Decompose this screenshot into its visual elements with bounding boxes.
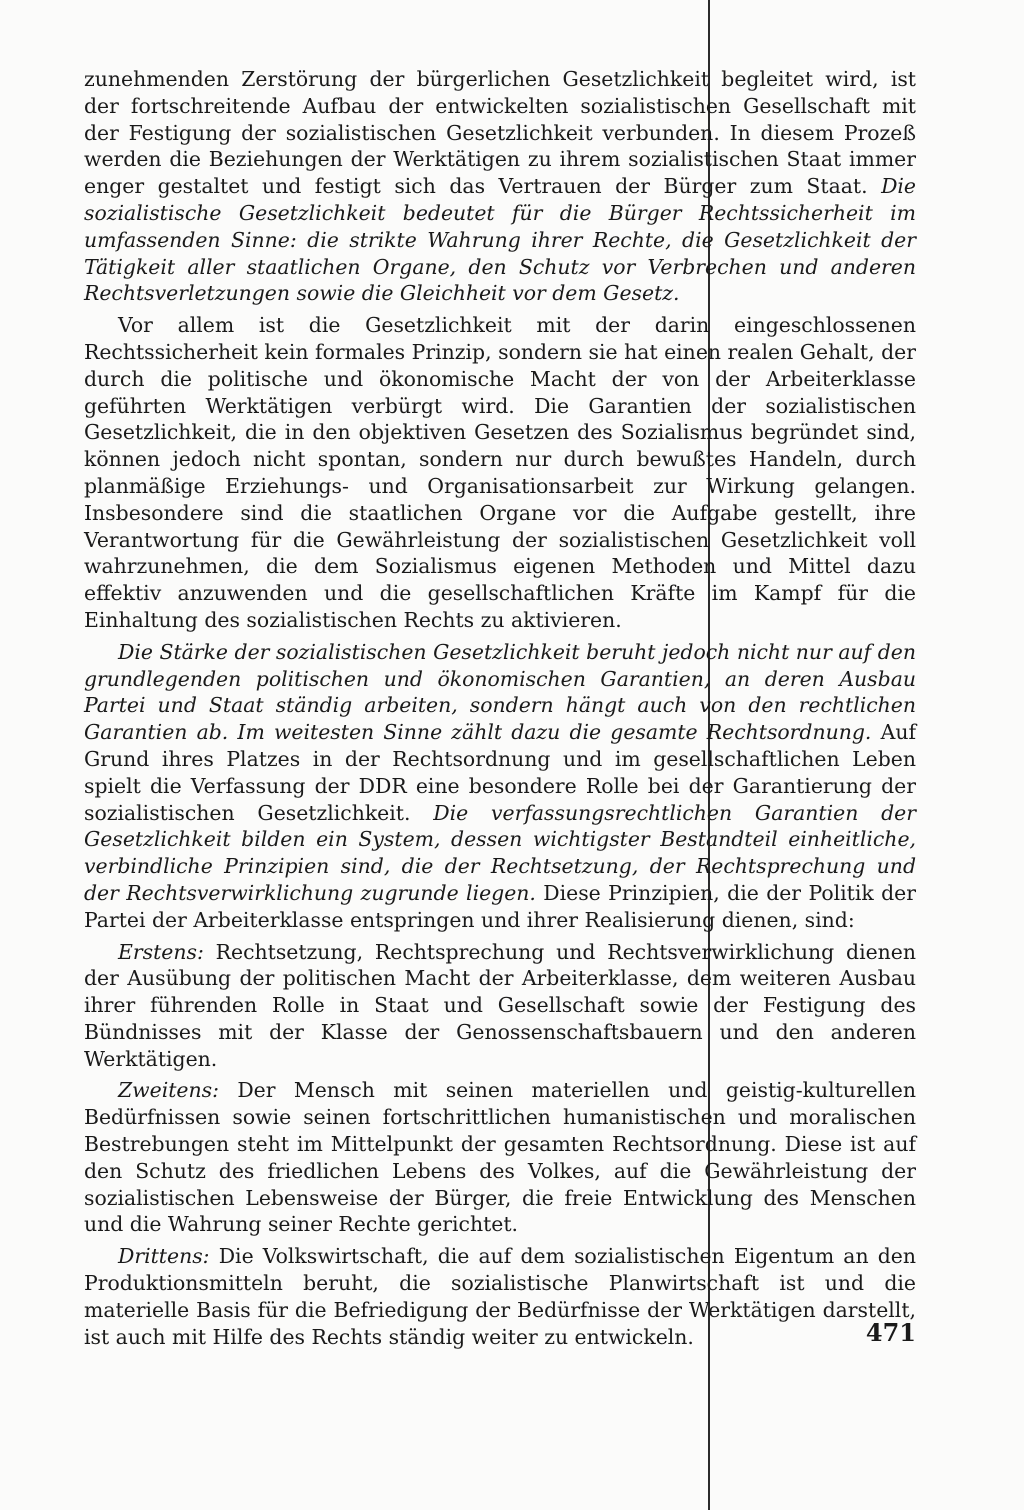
paragraph [84,639,916,934]
paragraph [84,66,916,307]
text-segment: Auf Grund ihres Platzes in der Rechtsordnung und im gesellschaftlichen Leben spielt die Verfassung der DDR eine besondere Rolle bei der Garantierung der sozialistischen Gesetzlichkeit. [84,720,916,825]
body-text [84,66,916,1355]
italic-text-segment: Zweitens: [118,1078,219,1103]
paragraph [84,312,916,634]
italic-text-segment: Die Stärke der sozialistischen Gesetzlichkeit beruht jedoch nicht nur auf den grundlegenden politischen und ökonomischen Garantien, an deren Ausbau Partei und Staat ständig arbeiten, sondern hängt auch von den rechtlichen Garantien ab. Im weitesten Sinne zählt dazu die gesamte Rechtsordnung. [84,639,916,745]
text-segment: Die Volkswirtschaft, die auf dem sozialistischen Eigentum an den Produktionsmitteln beruht, die sozialistische Planwirtschaft ist und die materielle Basis für die Befriedigung der Bedürfnisse der Werktätigen darstellt, ist auch mit Hilfe des Rechts ständig weiter zu entwickeln. [84,1244,916,1349]
text-segment: Rechtsetzung, Rechtsprechung und Rechtsverwirklichung dienen der Ausübung der politischen Macht der Arbeiterklasse, dem weiteren Ausbau ihrer führenden Rolle in Staat und Gesellschaft sowie der Festigung des Bündnisses mit der Klasse der Genossenschaftsbauern und den anderen Werktätigen. [84,939,916,1071]
italic-text-segment: Drittens: [118,1244,210,1269]
italic-text-segment: Erstens: [118,939,204,964]
text-segment: Diese Prinzipien, die der Politik der Partei der Arbeiterklasse entspringen und ihrer Realisierung dienen, sind: [84,880,916,932]
text-segment: Vor allem ist die Gesetzlichkeit mit der darin eingeschlossenen Rechtssicherheit kein formales Prinzip, sondern sie hat einen realen Gehalt, der durch die politische und ökonomische Macht der von der Arbeiterklasse geführten Werktätigen verbürgt wird. Die Garantien der sozialistischen Gesetzlichkeit, die in den objektiven Gesetzen des Sozialismus begründet sind, können jedoch nicht spontan, sondern nur durch bewußtes Handeln, durch planmäßige Erziehungs- und Organisationsarbeit zur Wirkung gelangen. Insbesondere sind die staatlichen Organe vor die Aufgabe gestellt, ihre Verantwortung für die Gewährleistung der sozialistischen Gesetzlichkeit voll wahrzunehmen, die dem Sozialismus eigenen Methoden und Mittel dazu effektiv anzuwenden und die gesellschaftlichen Kräfte im Kampf für die Einhaltung des sozialistischen Rechts zu aktivieren. [84,313,916,632]
text-segment: Der Mensch mit seinen materiellen und geistig-kulturellen Bedürfnissen sowie seinen fortschrittlichen humanistischen und moralischen Bestrebungen steht im Mittelpunkt der gesamten Rechtsordnung. Diese ist auf den Schutz des friedlichen Lebens des Volkes, auf die Gewährleistung der sozialistischen Lebensweise der Bürger, die freie Entwicklung des Menschen und die Wahrung seiner Rechte gerichtet. [84,1078,916,1237]
paragraph [84,1077,916,1238]
paragraph [84,1243,916,1350]
italic-text-segment: Die sozialistische Gesetzlichkeit bedeutet für die Bürger Rechtssicherheit im umfassenden Sinne: die strikte Wahrung ihrer Rechte, die Gesetzlichkeit der Tätigkeit aller staatlichen Organe, den Schutz vor Verbrechen und anderen Rechtsverletzungen sowie die Gleichheit vor dem Gesetz. [84,174,916,306]
italic-text-segment: Die verfassungsrechtlichen Garantien der Gesetzlichkeit bilden ein System, dessen wichtigster Bestandteil einheitliche, verbindliche Prinzipien sind, die der Rechtsetzung, der Rechtsprechung und der Rechtsverwirklichung zugrunde liegen. [84,800,916,905]
paragraph [84,939,916,1073]
text-segment: zunehmenden Zerstörung der bürgerlichen Gesetzlichkeit begleitet wird, ist der fortschreitende Aufbau der entwickelten sozialistischen Gesellschaft mit der Festigung der sozialistischen Gesetzlichkeit verbunden. In diesem Prozeß werden die Beziehungen der Werktätigen zu ihrem sozialistischen Staat immer enger gestaltet und festigt sich das Vertrauen der Bürger zum Staat. [84,67,916,199]
page-number: 471 [865,1318,916,1347]
